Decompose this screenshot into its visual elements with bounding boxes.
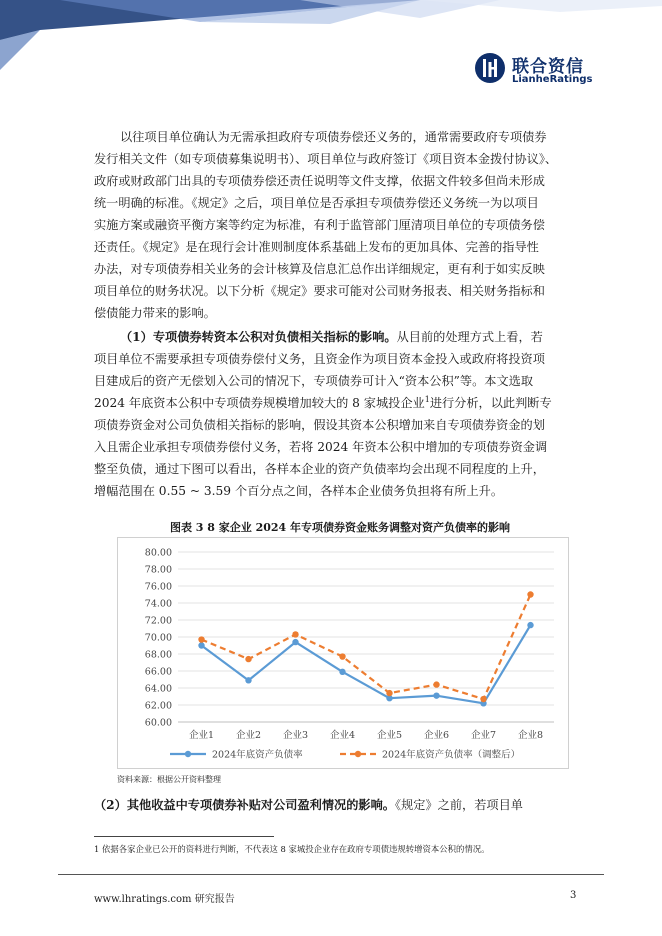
data-point bbox=[292, 639, 298, 645]
section-heading-1: （1）专项债券转资本公积对负债相关指标的影响。 bbox=[120, 330, 397, 344]
y-tick-label: 74.00 bbox=[144, 598, 172, 610]
data-point bbox=[245, 656, 251, 662]
footnote-divider bbox=[94, 836, 274, 837]
paragraph-text: 《规定》之前，若项目单 bbox=[394, 798, 523, 812]
company-logo bbox=[474, 52, 604, 92]
y-tick-label: 76.00 bbox=[144, 581, 172, 593]
legend-marker bbox=[355, 751, 361, 757]
paragraph-text: 从目前的处理方式上看，若 bbox=[396, 330, 543, 344]
figure-title: 图表 3 8 家企业 2024 年专项债券资金账务调整对资产负债率的影响 bbox=[169, 521, 511, 534]
paragraph-line: 增幅范围在 0.55 ~ 3.59 个百分点之间，各样本企业债务负担将有所上升。 bbox=[94, 484, 504, 498]
y-tick-label: 62.00 bbox=[144, 700, 172, 712]
data-point bbox=[339, 653, 345, 659]
y-tick-label: 66.00 bbox=[144, 666, 172, 678]
footnote: 1 依据各家企业已公开的资料进行判断，不代表这 8 家城投企业存在政府专项债违规转增资本公积的情况。 bbox=[94, 844, 490, 854]
footer-divider bbox=[58, 874, 604, 875]
paragraph-text: 2024 年底资本公积中专项债券规模增加较大的 8 家城投企业 bbox=[94, 396, 425, 410]
paragraph-line: 实施方案或融资平衡方案等约定为标准，有利于监管部门厘清项目单位的专项债务偿 bbox=[94, 218, 545, 232]
data-point bbox=[386, 690, 392, 696]
line-chart bbox=[117, 537, 569, 769]
footer-website[interactable]: www.lhratings.com 研究报告 bbox=[94, 894, 235, 905]
logo-english-name: LianheRatings bbox=[512, 74, 593, 85]
x-tick-label: 企业6 bbox=[423, 730, 450, 741]
y-tick-label: 68.00 bbox=[144, 649, 172, 661]
x-tick-label: 企业1 bbox=[188, 730, 215, 741]
paragraph-line: 项目单位的财务状况。以下分析《规定》要求可能对公司财务报表、相关财务指标和 bbox=[94, 284, 545, 298]
x-tick-label: 企业3 bbox=[282, 730, 309, 741]
paragraph-line: 统一明确的标准。《规定》之后，项目单位是否承担专项债券偿还义务统一为以项目 bbox=[94, 196, 539, 210]
x-tick-label: 企业4 bbox=[329, 730, 356, 741]
paragraph-line: 项目单位不需要承担专项债券偿付义务，且资金作为项目资本金投入或政府将投资项 bbox=[94, 352, 545, 366]
data-point bbox=[245, 677, 251, 683]
legend-marker bbox=[185, 751, 191, 757]
x-tick-label: 企业5 bbox=[376, 730, 403, 741]
paragraph-line: 入且需企业承担专项债券偿付义务，若将 2024 年资本公积中增加的专项债券资金调 bbox=[94, 440, 548, 454]
paragraph-line: 偿债能力带来的影响。 bbox=[94, 306, 216, 320]
footnote-reference[interactable]: 1 bbox=[424, 394, 430, 404]
paragraph-1 bbox=[94, 126, 586, 324]
paragraph-line: 发行相关文件（如专项债募集说明书）、项目单位与政府签订《项目资本金拨付协议》、 bbox=[94, 152, 558, 166]
paragraph-3 bbox=[94, 794, 586, 816]
section-heading-2: （2）其他收益中专项债券补贴对公司盈利情况的影响。 bbox=[94, 798, 395, 812]
paragraph-line: 以往项目单位确认为无需承担政府专项债券偿还义务的，通常需要政府专项债券 bbox=[120, 130, 547, 144]
paragraph-line: 办法，对专项债券相关业务的会计核算及信息汇总作出详细规定，更有利于如实反映 bbox=[94, 262, 545, 276]
paragraph-line: 整至负债，通过下图可以看出，各样本企业的资产负债率均会出现不同程度的上升， bbox=[94, 462, 545, 476]
y-tick-label: 70.00 bbox=[144, 632, 172, 644]
data-point bbox=[433, 681, 439, 687]
legend-label: 2024年底资产负债率 bbox=[212, 749, 303, 761]
data-point bbox=[527, 622, 533, 628]
logo-chinese-name: 联合资信 bbox=[512, 57, 584, 77]
x-tick-label: 企业8 bbox=[517, 730, 544, 741]
paragraph-line: 目建成后的资产无偿划入公司的情况下，专项债券可计入“资本公积”等。本文选取 bbox=[94, 374, 534, 388]
data-point bbox=[198, 636, 204, 642]
legend-label: 2024年底资产负债率（调整后） bbox=[382, 749, 521, 761]
data-point bbox=[433, 692, 439, 698]
y-tick-label: 64.00 bbox=[144, 683, 172, 695]
data-point bbox=[480, 696, 486, 702]
paragraph-2 bbox=[94, 326, 586, 502]
lianhe-logo-icon bbox=[474, 52, 506, 84]
page-number: 3 bbox=[570, 890, 577, 901]
paragraph-line: 政府或财政部门出具的专项债券偿还责任说明等文件支撑，依据文件较多但尚未形成 bbox=[94, 174, 545, 188]
y-tick-label: 60.00 bbox=[144, 717, 172, 729]
y-tick-label: 72.00 bbox=[144, 615, 172, 627]
paragraph-line bbox=[94, 392, 586, 414]
data-point bbox=[527, 591, 533, 597]
data-point bbox=[292, 631, 298, 637]
x-tick-label: 企业7 bbox=[470, 730, 497, 741]
x-tick-label: 企业2 bbox=[235, 730, 262, 741]
data-point bbox=[198, 642, 204, 648]
y-tick-label: 80.00 bbox=[144, 547, 172, 559]
paragraph-line: 项债券资金对公司负债相关指标的影响，假设其资本公积增加来自专项债券资金的划 bbox=[94, 418, 545, 432]
chart-canvas bbox=[118, 538, 568, 768]
y-tick-label: 78.00 bbox=[144, 564, 172, 576]
figure-source: 资料来源：根据公开资料整理 bbox=[117, 775, 221, 784]
paragraph-line bbox=[94, 326, 586, 348]
paragraph-line: 还责任。《规定》是在现行会计准则制度体系基础上发布的更加具体、完善的指导性 bbox=[94, 240, 539, 254]
series-line bbox=[202, 595, 531, 700]
paragraph-text: 进行分析，以此判断专 bbox=[429, 396, 552, 410]
data-point bbox=[339, 669, 345, 675]
